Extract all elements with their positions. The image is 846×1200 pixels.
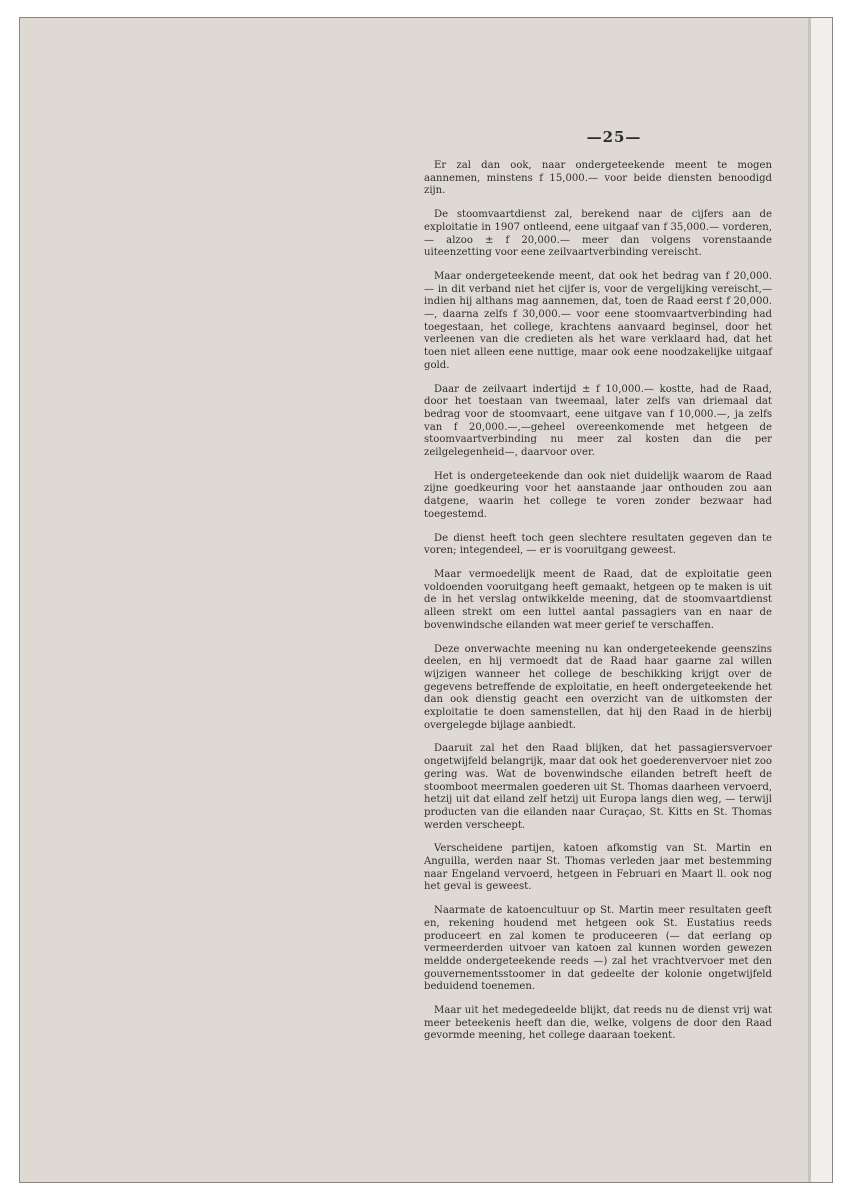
paragraph: Maar uit het medegedeelde blijkt, dat reeds nu de dienst vrij wat meer beteekenis heeft dan die, welke, volgens de door den Raad gevormde meening, het college daaraan toekent.	[424, 1005, 772, 1042]
paragraph: Het is ondergeteekende dan ook niet duidelijk waarom de Raad zijne goedkeuring voor het aanstaande jaar onthouden zou aan datgene, waarin het college te voren zonder bezwaar had toegestemd.	[424, 470, 772, 520]
page-number: —25—	[586, 128, 642, 146]
paragraph: Maar vermoedelijk meent de Raad, dat de exploitatie geen voldoenden vooruitgang heeft gemaakt, hetgeen op te maken is uit de in het verslag ontwikkelde meening, dat de stoomvaartdienst alleen strekt om een luttel aantal passagiers van en naar de bovenwindsche eilanden wat meer gerief te verschaffen.	[424, 568, 772, 631]
paragraph: Daaruit zal het den Raad blijken, dat het passagiersvervoer ongetwijfeld belangrijk, maar dat ook het goederenvervoer niet zoo gering was. Wat de bovenwindsche eilanden betreft heeft de stoomboot meermalen goederen uit St. Thomas daarheen vervoerd, hetzij uit dat eiland zelf hetzij uit Europa langs dien weg, — terwijl producten van die eilanden naar Curaçao, St. Kitts en St. Thomas werden verscheept.	[424, 743, 772, 831]
paragraph: De stoomvaartdienst zal, berekend naar de cijfers aan de exploitatie in 1907 ontleend, eene uitgaaf van f 35,000.— vorderen, — alzoo ± f 20,000.— meer dan volgens vorenstaande uiteenzetting voor eene zeilvaartverbinding vereischt.	[424, 209, 772, 259]
body-text	[424, 160, 772, 1054]
page-edge-shadow	[808, 18, 811, 1182]
paragraph: Verscheidene partijen, katoen afkomstig van St. Martin en Anguilla, werden naar St. Thomas verleden jaar met bestemming naar Engeland vervoerd, hetgeen in Februari en Maart ll. ook nog het geval is geweest.	[424, 843, 772, 893]
paragraph: Naarmate de katoencultuur op St. Martin meer resultaten geeft en, rekening houdend met hetgeen ook St. Eustatius reeds produceert en zal komen te produceeren (— dat eerlang op vermeerderden uitvoer van katoen zal kunnen worden gewezen meldde ondergeteekende reeds —) zal het vrachtvervoer met den gouvernementsstoomer in dat gedeelte der kolonie ongetwijfeld beduidend toenemen.	[424, 905, 772, 993]
paragraph: Deze onverwachte meening nu kan ondergeteekende geenszins deelen, en hij vermoedt dat de Raad haar gaarne zal willen wijzigen wanneer het college de beschikking krijgt over de gegevens betreffende de exploitatie, en heeft ondergeteekende het dan ook dienstig geacht een overzicht van de uitkomsten der exploitatie te doen samenstellen, dat hij den Raad in de hierbij overgelegde bijlage aanbiedt.	[424, 643, 772, 731]
paragraph: De dienst heeft toch geen slechtere resultaten gegeven dan te voren; integendeel, — er is vooruitgang geweest.	[424, 532, 772, 557]
paragraph: Maar ondergeteekende meent, dat ook het bedrag van f 20,000.— in dit verband niet het cijfer is, voor de vergelijking vereischt,—indien hij althans mag aannemen, dat, toen de Raad eerst f 20,000.—, daarna zelfs f 30,000.— voor eene stoomvaartverbinding had toegestaan, het college, krachtens aanvaard beginsel, door het verleenen van die credieten als het ware verklaard had, dat het toen niet alleen eene nuttige, maar ook eene noodzakelijke uitgaaf gold.	[424, 270, 772, 371]
paragraph: Daar de zeilvaart indertijd ± f 10,000.— kostte, had de Raad, door het toestaan van tweemaal, later zelfs van driemaal dat bedrag voor de stoomvaart, eene uitgave van f 10,000.—, ja zelfs van f 20,000.—,—geheel overeenkomende met hetgeen de stoomvaartverbinding nu meer zal kosten dan die per zeilgelegenheid—, daarvoor over.	[424, 383, 772, 459]
paragraph: Er zal dan ook, naar ondergeteekende meent te mogen aannemen, minstens f 15,000.— voor beide diensten benoodigd zijn.	[424, 160, 772, 197]
